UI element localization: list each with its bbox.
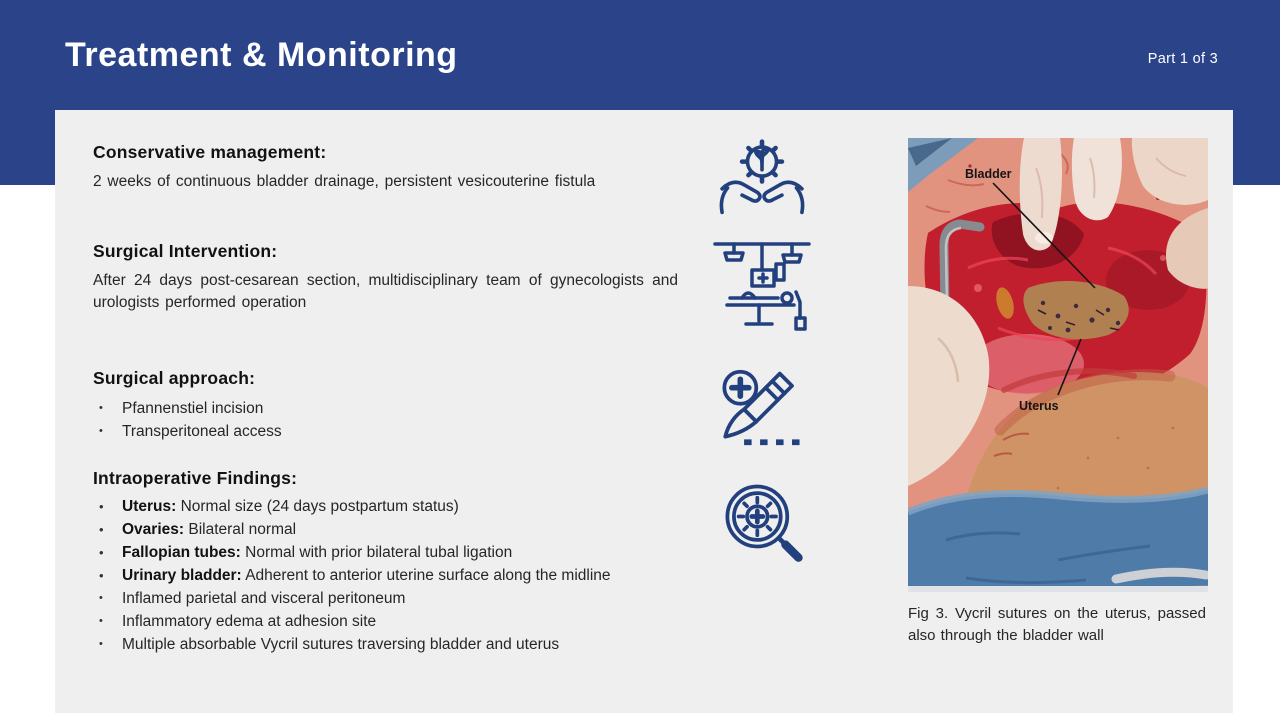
section-body: 2 weeks of continuous bladder drainage, persistent vesicouterine fistula (93, 173, 596, 190)
bullet-list (93, 495, 713, 656)
section-surgical-intervention (93, 241, 678, 313)
figure-image (908, 138, 1208, 592)
section-intraoperative-findings (93, 468, 713, 656)
list-item: • Uterus: Normal size (24 days postpartum status) (93, 495, 713, 518)
list-item: • Fallopian tubes: Normal with prior bilateral tubal ligation (93, 541, 713, 564)
uterus-label: Uterus (1019, 399, 1059, 413)
section-heading: Conservative management: (93, 142, 327, 162)
magnifier-cell-icon (718, 477, 806, 571)
list-item: • Inflamed parietal and visceral peritoneum (93, 587, 713, 610)
part-indicator: Part 1 of 3 (1147, 51, 1218, 67)
list-item: • Multiple absorbable Vycril sutures traversing bladder and uterus (93, 633, 713, 656)
list-item: • Transperitoneal access (93, 420, 678, 443)
list-item: • Ovaries: Bilateral normal (93, 518, 713, 541)
section-conservative-management (93, 142, 678, 193)
section-body: After 24 days post-cesarean section, multidisciplinary team of gynecologists and urologists performed operation (93, 272, 678, 311)
bullet-list (93, 397, 678, 443)
section-heading: Surgical approach: (93, 368, 256, 388)
section-surgical-approach (93, 368, 678, 443)
list-item: • Inflammatory edema at adhesion site (93, 610, 713, 633)
operating-room-icon (712, 236, 812, 334)
list-item: • Pfannenstiel incision (93, 397, 678, 420)
section-heading: Intraoperative Findings: (93, 468, 298, 488)
section-heading: Surgical Intervention: (93, 241, 278, 261)
bladder-label: Bladder (965, 167, 1012, 181)
scalpel-cross-icon (714, 367, 808, 447)
list-item: • Urinary bladder: Adherent to anterior uterine surface along the midline (93, 564, 713, 587)
hands-gear-plant-icon (716, 138, 808, 216)
page-title: Treatment & Monitoring (65, 36, 458, 74)
figure-caption: Fig 3. Vycril sutures on the uterus, passed also through the bladder wall (908, 605, 1206, 644)
surgical-photo (908, 138, 1208, 592)
